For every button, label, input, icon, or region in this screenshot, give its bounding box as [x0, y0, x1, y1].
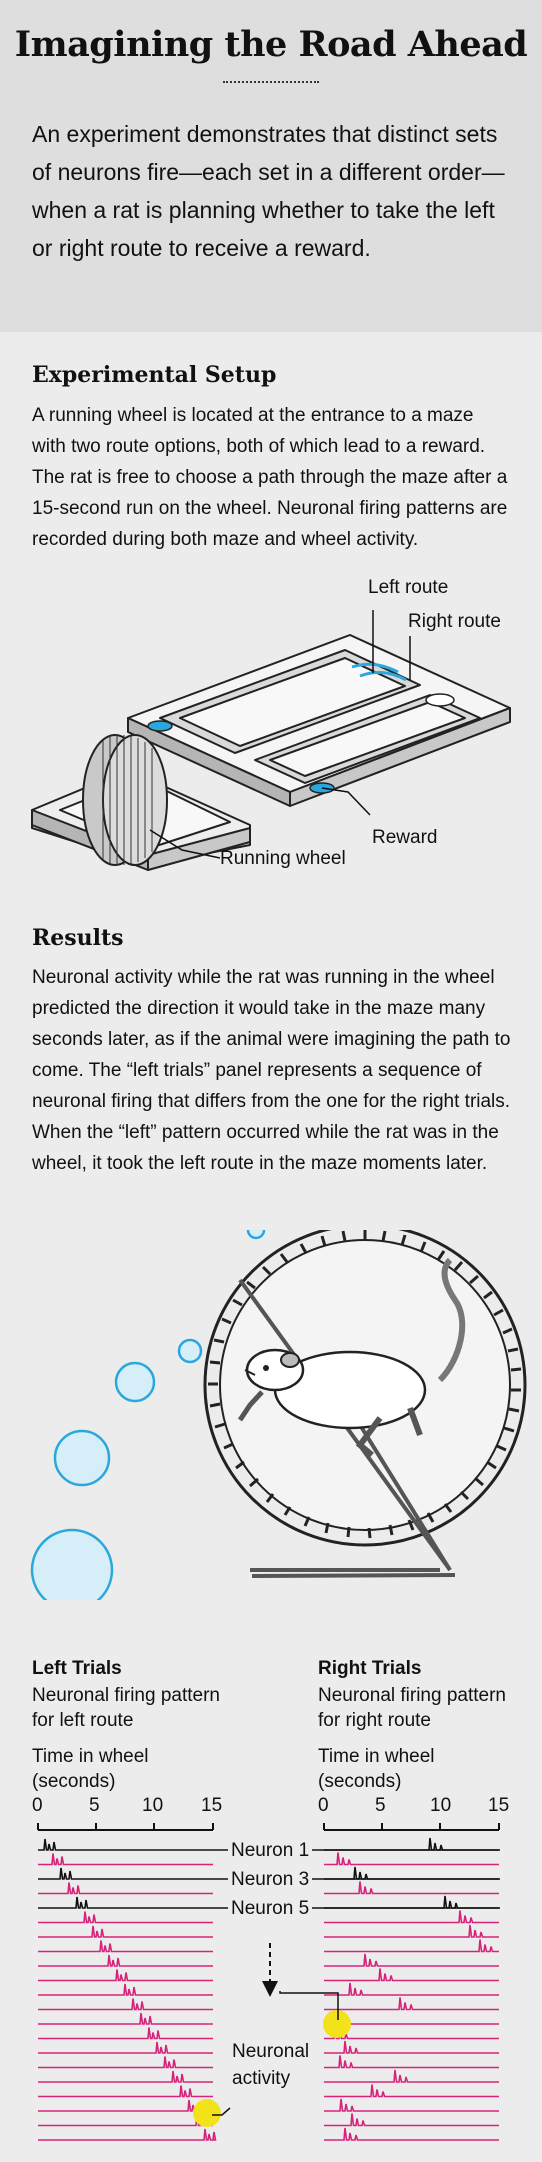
page-title: Imagining the Road Ahead — [14, 24, 528, 65]
left-trace-row — [38, 2042, 213, 2053]
left-trials-subtitle-1: Neuronal firing pattern — [32, 1685, 220, 1706]
left-trace-row — [38, 2100, 213, 2111]
left-trace-row — [38, 2129, 216, 2140]
thought-bubble-smaller — [179, 1340, 201, 1362]
right-trials-subtitle-2: for right route — [318, 1710, 431, 1731]
thought-bubble-small — [116, 1363, 154, 1401]
thought-bubble-large — [32, 1530, 112, 1600]
label-left-route: Left route — [368, 577, 449, 598]
left-trace-row — [38, 2057, 213, 2068]
firing-raster — [0, 1815, 542, 2162]
maze-illustration — [0, 560, 542, 890]
thought-bubble-medium — [55, 1431, 109, 1485]
results-heading: Results — [32, 925, 124, 951]
right-trace-row — [324, 1896, 499, 1908]
right-trace-row — [324, 1925, 499, 1937]
right-trace-row — [324, 2056, 499, 2068]
left-trace-row — [38, 1984, 213, 1995]
left-trials-subtitle-2: for left route — [32, 1710, 134, 1731]
right-trace-row — [324, 1998, 499, 2010]
left-axis-label-2: (seconds) — [32, 1771, 116, 1792]
results-text: Neuronal activity while the rat was running in the wheel predicted the direction it would take in the maze many seconds later, as if the animal were imagining the path to come. The “left trials” panel represents a sequence of neuronal firing that differs from the one for the right trials. When the “left” pattern occurred while the rat was in the wheel, it took the left route in the maze moments later. — [32, 967, 511, 1174]
right-trace-row — [324, 2128, 499, 2140]
rat-in-maze — [426, 694, 454, 706]
left-tick-10: 10 — [142, 1795, 164, 1816]
left-trace-row — [38, 1926, 213, 1937]
left-tick-15: 15 — [201, 1795, 223, 1816]
activity-label-1: Neuronal — [232, 2041, 310, 2062]
activity-label-2: activity — [232, 2068, 291, 2089]
left-axis-label-1: Time in wheel — [32, 1746, 149, 1767]
right-trace-row — [324, 1911, 499, 1923]
label-running-wheel: Running wheel — [220, 848, 346, 869]
neuron-3-label: Neuron 3 — [228, 1869, 312, 1891]
rat-wheel-illustration — [0, 1230, 542, 1600]
left-trace-row — [38, 1955, 213, 1966]
setup-heading: Experimental Setup — [32, 362, 277, 388]
right-trace-row — [324, 1838, 499, 1850]
neuron-5-label: Neuron 5 — [228, 1898, 312, 1920]
right-activity-highlight — [323, 2010, 351, 2038]
label-right-route: Right route — [408, 611, 501, 632]
right-trace-row — [324, 2099, 499, 2111]
left-trace-row — [38, 2071, 213, 2082]
right-trace-row — [324, 1940, 499, 1952]
right-trace-row — [324, 1954, 499, 1966]
right-tick-0: 0 — [318, 1795, 329, 1816]
left-trials-title: Left Trials — [32, 1658, 122, 1679]
right-trace-row — [324, 1853, 499, 1865]
right-axis-label-2: (seconds) — [318, 1771, 402, 1792]
left-tick-5: 5 — [89, 1795, 100, 1816]
right-tick-5: 5 — [375, 1795, 386, 1816]
intro-text: An experiment demonstrates that distinct sets of neurons fire—each set in a different order—when a rat is planning whether to take the left or right route to receive a reward. — [32, 121, 505, 261]
left-trace-row — [38, 1883, 213, 1894]
right-trials-subtitle-1: Neuronal firing pattern — [318, 1685, 506, 1706]
neuron-1-label: Neuron 1 — [228, 1840, 312, 1862]
right-raster-traces — [324, 1838, 499, 2140]
header-band — [0, 0, 542, 332]
right-tick-15: 15 — [488, 1795, 510, 1816]
right-trace-row — [324, 2114, 499, 2126]
right-trials-title: Right Trials — [318, 1658, 422, 1679]
left-activity-highlight — [193, 2099, 221, 2127]
left-trace-row — [38, 1854, 213, 1865]
left-trace-row — [38, 2115, 213, 2126]
setup-text: A running wheel is located at the entrance to a maze with two route options, both of which lead to a reward. The rat is free to choose a path through the maze after a 15-second run on the wheel. Neuronal firing patterns are recorded during both maze and wheel activity. — [32, 405, 508, 550]
right-trace-row — [324, 1882, 499, 1894]
left-tick-0: 0 — [32, 1795, 43, 1816]
right-trace-row — [324, 1983, 499, 1995]
right-trace-row — [324, 1867, 499, 1879]
right-trace-row — [324, 2070, 499, 2082]
right-tick-10: 10 — [430, 1795, 452, 1816]
left-trace-row — [38, 1999, 213, 2010]
right-axis-label-1: Time in wheel — [318, 1746, 435, 1767]
right-trace-row — [324, 2041, 499, 2053]
reward-dish-left — [148, 721, 172, 731]
left-trace-row — [38, 2028, 213, 2039]
right-trace-row — [324, 1969, 499, 1981]
title-divider — [223, 81, 319, 83]
left-trace-row — [38, 1941, 213, 1952]
left-trace-row — [38, 1912, 213, 1923]
left-trace-row — [38, 2086, 213, 2097]
label-reward: Reward — [372, 827, 438, 848]
left-trace-row — [38, 1970, 213, 1981]
left-trace-row — [38, 2013, 213, 2024]
down-arrow — [262, 1981, 278, 1997]
right-trace-row — [324, 2085, 499, 2097]
